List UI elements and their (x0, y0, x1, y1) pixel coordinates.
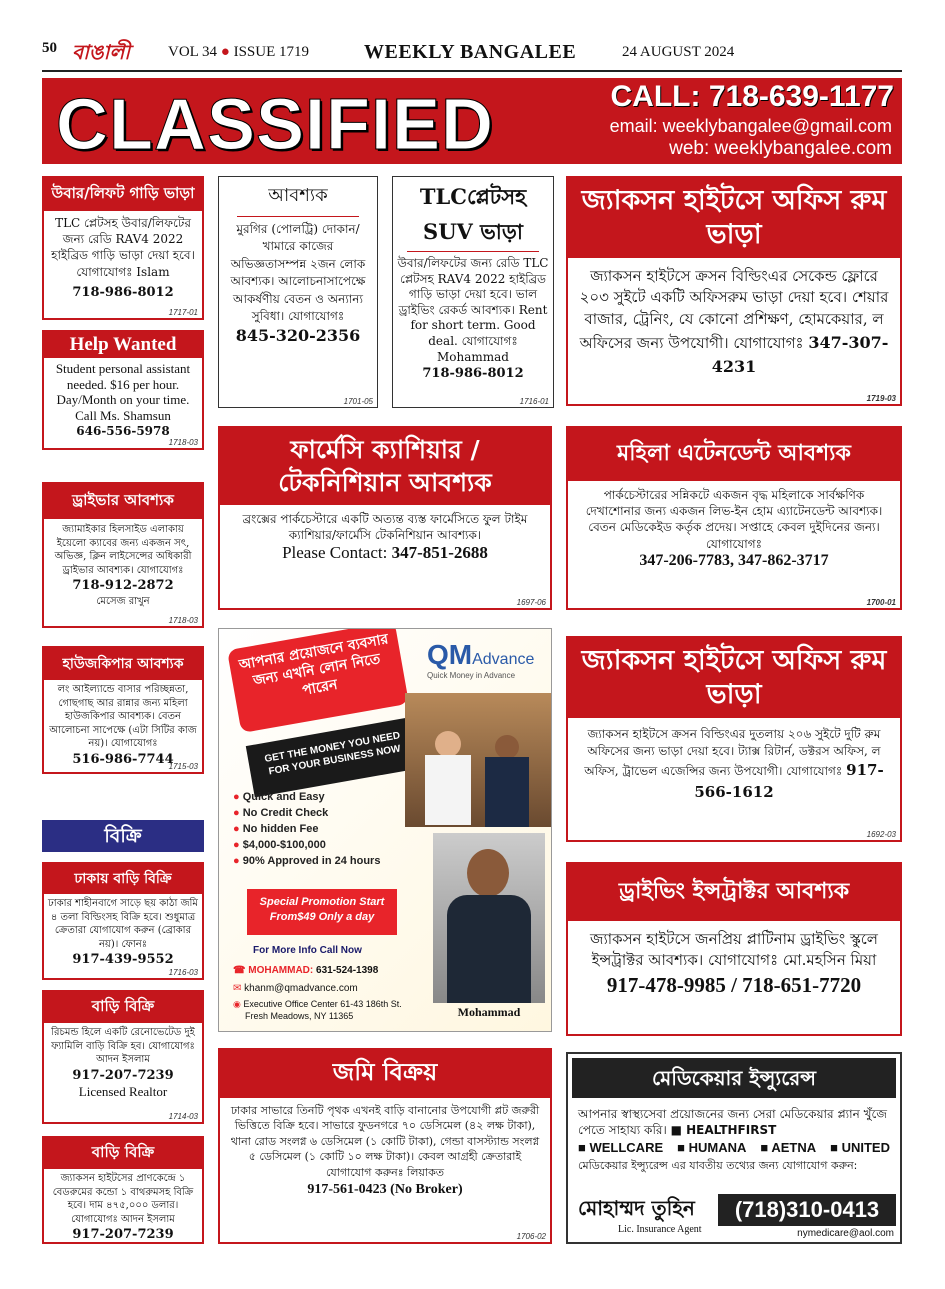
classified-banner (42, 78, 902, 164)
email-line: email: weeklybangalee@gmail.com (609, 116, 892, 136)
qm-logo: QMAdvance Quick Money in Advance (427, 639, 535, 680)
qm-bullet: ● Quick and Easy (233, 791, 325, 803)
ad-phone: 516-986-7744 (72, 751, 174, 767)
ad-driver-needed (42, 482, 204, 628)
ad-line2: মেডিকেয়ার ইন্স্যুরেন্স এর যাবতীয় তথ্যের জন্য যোগাযোগ করুন: (578, 1159, 858, 1173)
masthead (42, 38, 902, 68)
ad-land-sale (218, 1048, 552, 1244)
ad-phone: 917-207-7239 (72, 1227, 174, 1242)
newspaper-title: WEEKLY BANGALEE (364, 41, 577, 63)
bullet-icon: ● (233, 839, 240, 851)
ad-code: 1718-03 (168, 616, 198, 625)
qm-bullet: ● No Credit Check (233, 807, 329, 819)
ad-code: 1716-01 (519, 397, 549, 406)
ad-body: লং আইল্যান্ডে বাসার পরিচ্ছন্নতা, গোছগাছ আর রান্নার জন্য মহিলা হাউজকিপার আবশ্যক। বেতন আলোচনা সাপেক্ষে (এটা সিটির কাজ নয়)। যোগাযোগঃ (49, 684, 197, 749)
qm-office-photo (405, 693, 551, 827)
ad-title: উবার/লিফট গাড়ি ভাড়া (44, 178, 202, 211)
ad-body: মুরগির (পোলট্রি) দোকান/খামারে কাজের অভিজ্ঞতাসম্পন্ন ২জন লোক আবশ্যক। আলোচনাসাপেক্ষে আকর্ষণীয় বেতন ও অন্যান্য সুবিধা। যোগাযোগঃ (230, 222, 366, 323)
ad-dhaka-house (42, 862, 204, 980)
brand-item: ■ AETNA (760, 1140, 817, 1156)
ad-phone: 718-986-8012 (72, 284, 174, 300)
ad-code: 1717-01 (168, 308, 198, 317)
ad-title: ফার্মেসি ক্যাশিয়ার / টেকনিশিয়ান আবশ্যক (220, 428, 550, 505)
ad-phone: 917-478-9985 / 718-651-7720 (606, 973, 862, 997)
qm-phone: ☎ MOHAMMAD: 631-524-1398 (233, 965, 379, 976)
ad-body: জ্যামাইকার হিলসাইড এলাকায় ইয়েলো ক্যাবের জন্য একজন সৎ, অভিজ্ঞ, ক্লিন লাইসেন্সের অধিকারী ড্রাইভার আবশ্যক। যোগাযোগঃ (54, 524, 192, 576)
location-icon: ◉ (233, 999, 241, 1009)
ad-title: জ্যাকসন হাইটসে অফিস রুম ভাড়া (568, 178, 900, 258)
ad-title-1: TLCপ্লেটসহ (419, 184, 527, 209)
ad-title: ড্রাইভার আবশ্যক (44, 484, 202, 519)
ad-body: পার্কচেস্টারের সন্নিকটে একজন বৃদ্ধ মহিলাকে সার্বক্ষণিক দেখাশোনার জন্য একজন লিভ-ইন হোম এ্যাটেনডেন্ট আবশ্যক। বেতন মেডিকেইড কর্তৃক প্রদেয়। সপ্তাহে কেবল দুইদিনের জন্য। যোগাযোগঃ (585, 488, 883, 551)
ad-contact: Please Contact: 347-851-2688 (282, 543, 488, 563)
qm-email: ✉ khanm@qmadvance.com (233, 983, 358, 994)
medicare-brands (568, 1138, 900, 1157)
agent-name: মোহাম্মদ তুহিন (578, 1196, 695, 1220)
ad-title: আবশ্যক (237, 177, 359, 217)
ad-code: 1718-03 (168, 438, 198, 447)
ad-code: 1692-03 (866, 830, 896, 839)
qm-address: ◉ Executive Office Center 61-43 186th St. Fresh Meadows, NY 11365 (233, 999, 402, 1021)
ad-tlc-suv (392, 176, 554, 408)
ad-body: জ্যাকসন হাইটসে ক্রসন বিল্ডিংএর সেকেন্ড ফ্লোরে ২০৩ সুইটে একটি অফিসরুম ভাড়া দেয়া হবে। শেয়ার বাজার, ট্রেনিং, যে কোনো প্রশিক্ষণ, হোমকেয়ার, ল অফিসের জন্য উপযোগী। যোগাযোগঃ 347-307-4231 (579, 266, 889, 376)
ad-code: 1716-03 (168, 968, 198, 977)
ad-body: জ্যাকসন হাইটসে জনপ্রিয় প্লাটিনাম ড্রাইভিং স্কুলে ইন্সট্রাক্টর আবশ্যক। যোগাযোগঃ মো.মহসিন মিয়া (590, 930, 878, 969)
ad-body: ঢাকার সাভারে তিনটি পৃথক এখনই বাড়ি বানানোর উপযোগী প্লট জরুরী ভিত্তিতে বিক্রি হবে। সাভারে ফুডনগরে ৭০ ডেসিমেল (৪২ লক্ষ টাকা), থানা রোড সংলগ্ন ৬ ডেসিমেল (১ কোটি টাকা), গেন্ডা বাসস্ট্যান্ড সংলগ্ন ৫ ডেসিমেল (১ কোটি ১০ লক্ষ টাকা)। কেবল আগ্রহী ক্রেতারাই যোগাযোগ করুনঃ লিয়াকত (230, 1104, 540, 1179)
header-rule (42, 70, 902, 72)
qm-more-info: For More Info Call Now (253, 945, 362, 956)
qm-bullet-list (233, 787, 413, 871)
issue-date: 24 AUGUST 2024 (622, 44, 735, 60)
qm-bullet: ● No hidden Fee (233, 823, 319, 835)
ad-medicare (566, 1052, 902, 1244)
page-number: 50 (42, 40, 57, 56)
ad-code: 1719-03 (866, 394, 896, 403)
bullet-icon: ● (233, 823, 240, 835)
brand-item: ■ HUMANA (677, 1140, 747, 1156)
ad-office-room-1 (566, 176, 902, 406)
ad-code: 1701-05 (343, 397, 373, 406)
ad-body: ব্রংক্সের পার্কচেস্টারে একটি অত্যন্ত ব্যস্ত ফার্মেসিতে ফুল টাইম ক্যাশিয়ার/ফার্মেসি টেকনিশিয়ান আবশ্যক। (242, 512, 528, 543)
email-icon: ✉ (233, 983, 242, 994)
agent-email: nymedicare@aol.com (797, 1228, 894, 1239)
web-line: web: weeklybangalee.com (669, 138, 892, 159)
qm-agent-photo (433, 833, 545, 1003)
ad-driving-instructor (566, 862, 902, 1036)
sale-section-header: বিক্রি (42, 820, 204, 852)
ad-title: জ্যাকসন হাইটসে অফিস রুম ভাড়া (568, 638, 900, 718)
ad-house-sale-1 (42, 990, 204, 1124)
agent-role: Lic. Insurance Agent (618, 1224, 702, 1235)
ad-title: বাড়ি বিক্রি (44, 992, 202, 1023)
newspaper-logo: বাঙালী (72, 40, 131, 64)
ad-poultry-needed (218, 176, 378, 408)
ad-line1: আপনার স্বাস্থ্যসেবা প্রয়োজনের জন্য সেরা মেডিকেয়ার প্ল্যান খুঁজে পেতে সাহায্য করি। ■ HEALTHFIRST (578, 1107, 888, 1138)
brand-item: ■ WELLCARE (578, 1140, 664, 1156)
volume-issue: VOL 34 ● ISSUE 1719 (168, 44, 310, 60)
ad-body: TLC প্লেটসহ উবার/লিফটের জন্য রেডি RAV4 2022 হাইব্রিড গাড়ি ভাড়া দেয়া হবে। যোগাযোগঃ Islam (51, 216, 195, 279)
qm-bullet: ● 90% Approved in 24 hours (233, 855, 381, 867)
ad-body: জ্যাকসন হাইটসের প্রাণকেন্দ্রে ১ বেডরুমের কন্ডো ১ বাথরুমসহ বিক্রি হবে। দাম ৪৭৫,০০০ ডলার। যোগাযোগঃ আদন ইসলাম (52, 1173, 194, 1225)
ad-house-sale-2 (42, 1136, 204, 1244)
ad-phone: 917-561-0423 (No Broker) (307, 1181, 463, 1197)
ad-code: 1714-03 (168, 1112, 198, 1121)
ad-help-wanted (42, 330, 204, 450)
bullet-icon: ● (233, 791, 240, 803)
ad-body: Student personal assistant needed. $16 per hour. Day/Month on your time. Call Ms. Shamsun (55, 361, 191, 423)
ad-code: 1697-06 (516, 598, 546, 607)
ad-title: ঢাকায় বাড়ি বিক্রি (44, 864, 202, 894)
ad-title: জমি বিক্রয় (220, 1050, 550, 1098)
qm-bullet: ● $4,000-$100,000 (233, 839, 326, 851)
qm-ribbon: GET THE MONEY YOU NEED FOR YOUR BUSINESS NOW (246, 717, 422, 798)
ad-phone: 917-439-9552 (72, 952, 174, 967)
qm-agent-name: Mohammad (457, 1005, 521, 1019)
bullet-icon: ● (233, 855, 240, 867)
ad-extra: Licensed Realtor (78, 1084, 168, 1100)
ad-office-room-2 (566, 636, 902, 842)
ad-title: মহিলা এটেনডেন্ট আবশ্যক (568, 428, 900, 481)
ad-title-2: SUV ভাড়া (407, 216, 539, 252)
call-number: CALL: 718-639-1177 (610, 80, 894, 113)
bullet-icon: ● (233, 807, 240, 819)
ad-body: উবার/লিফটের জন্য রেডি TLC প্লেটসহ RAV4 2022 হাইব্রিড গাড়ি ভাড়া দেয়া হবে। ভাল ড্রাইভিং রেকর্ড আবশ্যক। Rent for short term. Good deal. যোগাযোগঃ Mohammad (397, 256, 549, 364)
ad-pharmacy (218, 426, 552, 610)
ad-code: 1715-03 (168, 762, 198, 771)
ad-qm-advance (218, 628, 552, 1032)
ad-female-attendant (566, 426, 902, 610)
classified-title: CLASSIFIED (56, 85, 495, 165)
ad-note: মেসেজ রাখুন (96, 595, 150, 607)
ad-title: ড্রাইভিং ইন্সট্রাক্টর আবশ্যক (568, 864, 900, 921)
brand-item: ■ UNITED (830, 1140, 890, 1156)
ad-code: 1700-01 (866, 598, 896, 607)
ad-contact-name: আদন ইসলাম (96, 1054, 150, 1065)
ad-title: Help Wanted (44, 332, 202, 358)
qm-bengali-banner: আপনার প্রয়োজনে ব্যবসার জন্য এখনি লোন নিতে পারেন (227, 628, 409, 733)
agent-phone: (718)310-0413 (718, 1194, 896, 1226)
ad-code: 1706-02 (516, 1232, 546, 1241)
qm-promo: Special Promotion Start From$49 Only a day (247, 889, 397, 935)
ad-phone: 347-206-7783, 347-862-3717 (639, 551, 829, 569)
ad-body: ঢাকার শাহীনবাগে সাড়ে ছয় কাঠা জমি ৪ তলা বিল্ডিংসহ বিক্রি হবে। শুধুমাত্র ক্রেতারা যোগাযোগ করুন (ব্রোকার নয়)। ফোনঃ (48, 898, 198, 950)
ad-body: রিচমন্ড হিলে একটি রেনোভেটেড দুই ফ্যামিলি বাড়ি বিক্রি হব। যোগাযোগঃ (51, 1027, 195, 1052)
ad-phone: 718-912-2872 (72, 578, 174, 593)
ad-phone: 646-556-5978 (76, 424, 170, 439)
ad-phone: 845-320-2356 (235, 326, 361, 346)
ad-body: জ্যাকসন হাইটসে ক্রসন বিল্ডিংএর দুতলায় ২০৬ সুইটে দুটি রুম অফিসের জন্য ভাড়া দেয়া হবে। ট্যাক্স রিটার্ন, ডক্টরস অফিস, ল অফিস, ট্রাভেল এজেন্সির জন্য উপযোগী। যোগাযোগঃ 917-566-1612 (584, 726, 884, 802)
ad-title: হাউজকিপার আবশ্যক (44, 648, 202, 680)
phone-icon: ☎ (233, 965, 246, 976)
ad-housekeeper (42, 646, 204, 774)
ad-title: বাড়ি বিক্রি (44, 1138, 202, 1169)
ad-uber-rental (42, 176, 204, 320)
ad-title: মেডিকেয়ার ইন্স্যুরেন্স (572, 1058, 896, 1098)
ad-phone: 718-986-8012 (422, 366, 524, 382)
ad-phone: 917-207-7239 (72, 1067, 174, 1083)
